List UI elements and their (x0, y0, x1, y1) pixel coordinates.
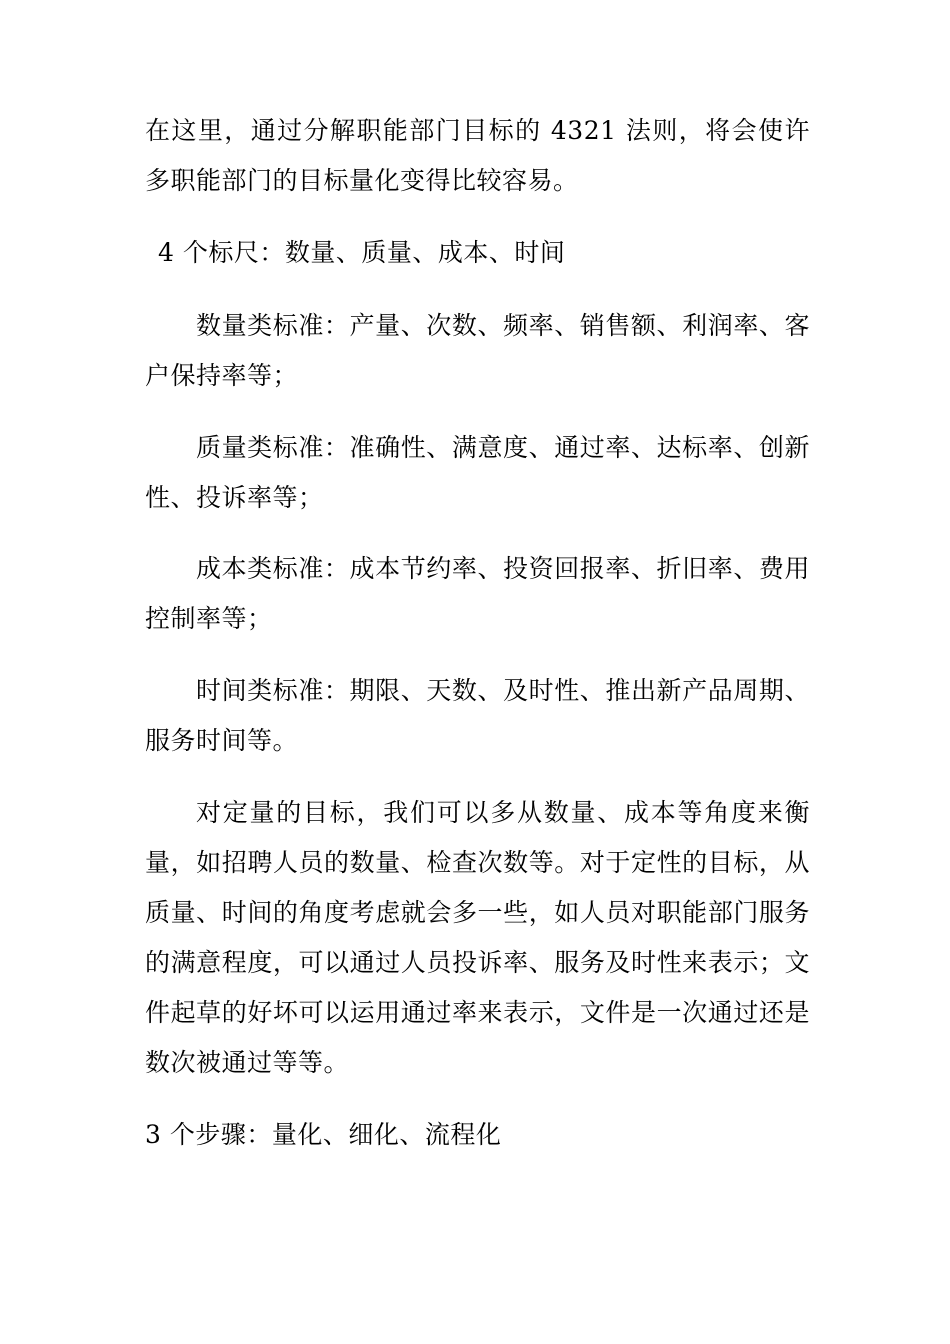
paragraph-cost-standard: 成本类标准：成本节约率、投资回报率、折旧率、费用控制率等； (145, 554, 810, 633)
paragraph-explanation: 对定量的目标，我们可以多从数量、成本等角度来衡量，如招聘人员的数量、检查次数等。对于定性的目标，从质量、时间的角度考虑就会多一些，如人员对职能部门服务的满意程度，可以通过人员投诉率、服务及时性来表示；文件起草的好坏可以运用通过率来表示，文件是一次通过还是数次被通过等等。 (145, 798, 810, 1077)
paragraph-quantity-standard: 数量类标准：产量、次数、频率、销售额、利润率、客户保持率等； (145, 311, 810, 390)
heading-four-measures: 4 个标尺：数量、质量、成本、时间 (158, 238, 566, 267)
paragraph-time-standard: 时间类标准：期限、天数、及时性、推出新产品周期、服务时间等。 (145, 676, 810, 755)
paragraph-quality-standard: 质量类标准：准确性、满意度、通过率、达标率、创新性、投诉率等； (145, 433, 810, 512)
heading-three-steps: 3 个步骤：量化、细化、流程化 (145, 1120, 502, 1149)
paragraph-intro: 在这里，通过分解职能部门目标的 4321 法则，将会使许多职能部门的目标量化变得比较容易。 (145, 116, 810, 195)
